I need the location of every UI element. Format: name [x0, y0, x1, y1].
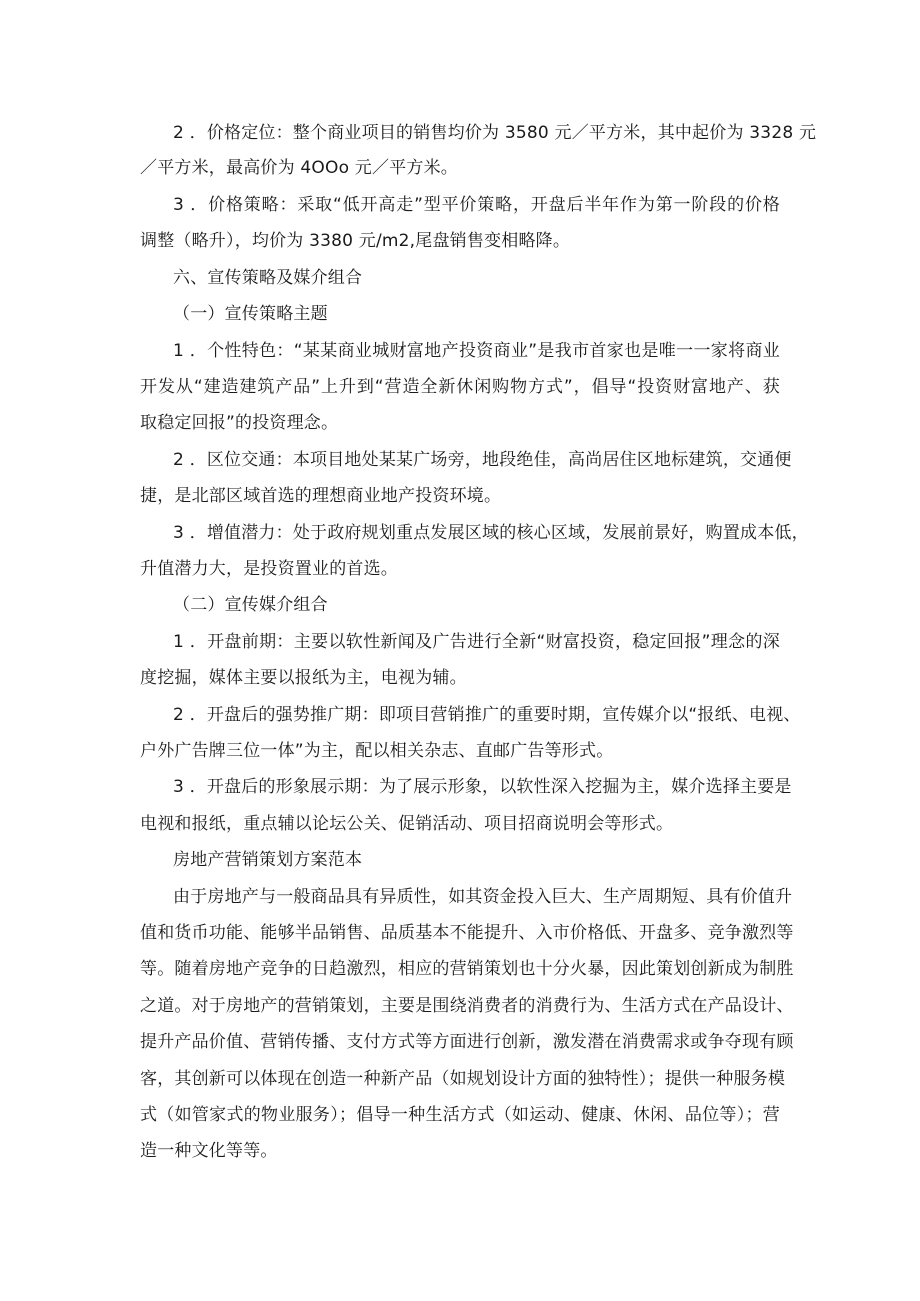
body-paragraph-line-8: 造一种文化等等。 — [140, 1141, 278, 1161]
promotion-period-line-1: 2 ．开盘后的强势推广期：即项目营销推广的重要时期，宣传媒介以“报纸、电视、 — [173, 705, 801, 725]
price-strategy-line-1: 3 ．价格策略：采取“低开高走”型平价策略，开盘后半年作为第一阶段的价格 — [173, 195, 780, 215]
price-positioning-line-1: 2 ．价格定位：整个商业项目的销售均价为 3580 元／平方米，其中起价为 3328 元 — [173, 123, 817, 143]
body-paragraph-line-3: 等。随着房地产竞争的日趋激烈，相应的营销策划也十分火暴，因此策划创新成为制胜 — [140, 959, 794, 979]
pre-opening-line-1: 1 ．开盘前期：主要以软性新闻及广告进行全新“财富投资，稳定回报”理念的深 — [173, 632, 780, 652]
section-heading-promotion: 六、宣传策略及媒介组合 — [173, 268, 363, 288]
pre-opening-line-2: 度挖掘，媒体主要以报纸为主，电视为辅。 — [140, 668, 467, 688]
location-line-1: 2 ．区位交通：本项目地处某某广场旁，地段绝佳，高尚居住区地标建筑，交通便 — [173, 450, 792, 470]
subheading-media-mix: （二）宣传媒介组合 — [173, 595, 328, 615]
section-title-marketing-plan: 房地产营销策划方案范本 — [173, 850, 363, 870]
image-display-line-1: 3 ．开盘后的形象展示期：为了展示形象，以软性深入挖掘为主，媒介选择主要是 — [173, 777, 792, 797]
personality-line-1: 1 ．个性特色：“某某商业城财富地产投资商业”是我市首家也是唯一一家将商业 — [173, 341, 780, 361]
price-positioning-line-2: ／平方米，最高价为 4OOo 元／平方米。 — [140, 158, 458, 178]
body-paragraph-line-7: 式（如管家式的物业服务）；倡导一种生活方式（如运动、健康、休闲、品位等）；营 — [140, 1105, 780, 1125]
image-display-line-2: 电视和报纸，重点辅以论坛公关、促销活动、项目招商说明会等形式。 — [140, 814, 674, 834]
personality-line-2: 开发从“建造建筑产品”上升到“营造全新休闲购物方式”，倡导“投资财富地产、获 — [140, 377, 780, 397]
body-paragraph-line-2: 值和货币功能、能够半品销售、品质基本不能提升、入市价格低、开盘多、竞争激烈等 — [140, 923, 794, 943]
promotion-period-line-2: 户外广告牌三位一体”为主，配以相关杂志、直邮广告等形式。 — [140, 741, 614, 761]
body-paragraph-line-5: 提升产品价值、营销传播、支付方式等方面进行创新，激发潜在消费需求或争夺现有顾 — [140, 1032, 794, 1052]
appreciation-line-1: 3 ．增值潜力：处于政府规划重点发展区域的核心区域，发展前景好，购置成本低， — [173, 523, 809, 543]
price-strategy-line-2: 调整（略升），均价为 3380 元/m2,尾盘销售变相略降。 — [140, 231, 571, 251]
body-paragraph-line-1: 由于房地产与一般商品具有异质性，如其资金投入巨大、生产周期短、具有价值升 — [173, 887, 793, 907]
appreciation-line-2: 升值潜力大，是投资置业的首选。 — [140, 559, 398, 579]
location-line-2: 捷，是北部区域首选的理想商业地产投资环境。 — [140, 486, 502, 506]
body-paragraph-line-6: 客，其创新可以体现在创造一种新产品（如规划设计方面的独特性）；提供一种服务模 — [140, 1069, 786, 1089]
body-paragraph-line-4: 之道。对于房地产的营销策划，主要是围绕消费者的消费行为、生活方式在产品设计、 — [140, 996, 794, 1016]
subheading-promotion-theme: （一）宣传策略主题 — [173, 304, 328, 324]
personality-line-3: 取稳定回报”的投资理念。 — [140, 413, 339, 433]
